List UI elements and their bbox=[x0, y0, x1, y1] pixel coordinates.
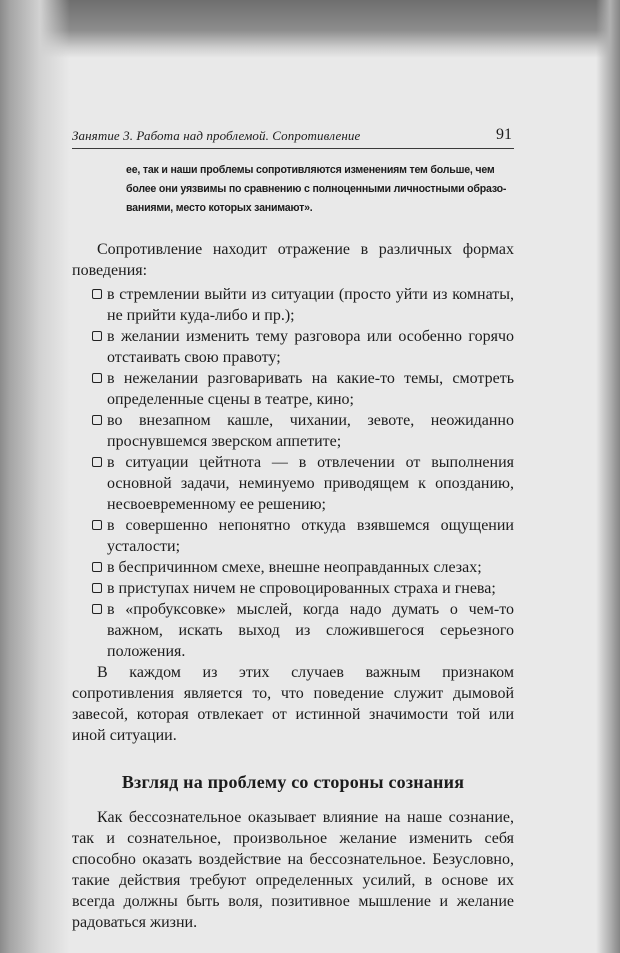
book-page bbox=[72, 126, 514, 933]
page-number: 91 bbox=[496, 126, 512, 143]
list-item: в желании изменить тему разговора или особенно горячо отстаивать свою правоту; bbox=[72, 326, 514, 368]
section-paragraph: Как бессознательное оказывает влияние на наше сознание, так и сознательное, произвольное желание изменить себя способно оказать воздействие на бессознательное. Безусловно, такие действия требуют определенных усилий, в основе их всегда должны быть воля, позитивное мышление и желание радоваться жизни. bbox=[72, 809, 514, 932]
quote-line: ваниями, место которых занимают». bbox=[126, 201, 313, 214]
list-item: в ситуации цейтнота — в отвлечении от выполнения основной задачи, неминуемо приводящем к опозданию, несвоевременному ее решению; bbox=[72, 452, 514, 515]
checkbox-bullet-icon bbox=[92, 562, 102, 572]
list-item: в беспричинном смехе, внешне неоправданных слезах; bbox=[72, 557, 514, 578]
list-item: во внезапном кашле, чихании, зевоте, неожиданно проснувшемся зверском аппетите; bbox=[72, 410, 514, 452]
behavior-list bbox=[72, 284, 514, 662]
checkbox-bullet-icon bbox=[92, 457, 102, 467]
checkbox-bullet-icon bbox=[92, 520, 102, 530]
running-head bbox=[72, 126, 514, 149]
list-item: в стремлении выйти из ситуации (просто уйти из комнаты, не прийти куда-либо и пр.); bbox=[72, 284, 514, 326]
conclusion-paragraph: В каждом из этих случаев важным признаком сопротивления является то, что поведение служит дымовой завесой, которая отвлекает от истинной значимости той или иной ситуации. bbox=[72, 664, 514, 745]
quote-block bbox=[126, 161, 508, 217]
section-heading: Взгляд на проблему со стороны сознания bbox=[121, 772, 465, 793]
list-item: в «пробуксовке» мыслей, когда надо думать о чем-то важном, искать выход из сложившегося серьезного положения. bbox=[72, 599, 514, 662]
checkbox-bullet-icon bbox=[92, 415, 102, 425]
quote-line: более они уязвимы по сравнению с полноценными личностными образо- bbox=[126, 182, 507, 195]
list-item: в совершенно непонятно откуда взявшемся ощущении усталости; bbox=[72, 515, 514, 557]
intro-paragraph: Сопротивление находит отражение в различных формах поведения: bbox=[72, 241, 514, 280]
list-item: в нежелании разговаривать на какие-то темы, смотреть определенные сцены в театре, кино; bbox=[72, 368, 514, 410]
quote-line: ее, так и наши проблемы сопротивляются изменениям тем больше, чем bbox=[126, 164, 495, 176]
running-head-title: Занятие 3. Работа над проблемой. Сопротивление bbox=[72, 128, 361, 143]
checkbox-bullet-icon bbox=[92, 373, 102, 383]
scan-shadow-left bbox=[0, 0, 70, 953]
scan-shadow-top bbox=[0, 0, 620, 58]
checkbox-bullet-icon bbox=[92, 289, 102, 299]
checkbox-bullet-icon bbox=[92, 604, 102, 614]
checkbox-bullet-icon bbox=[92, 583, 102, 593]
scan-shadow-right bbox=[596, 0, 620, 953]
checkbox-bullet-icon bbox=[92, 331, 102, 341]
list-item: в приступах ничем не спровоцированных страха и гнева; bbox=[72, 578, 514, 599]
